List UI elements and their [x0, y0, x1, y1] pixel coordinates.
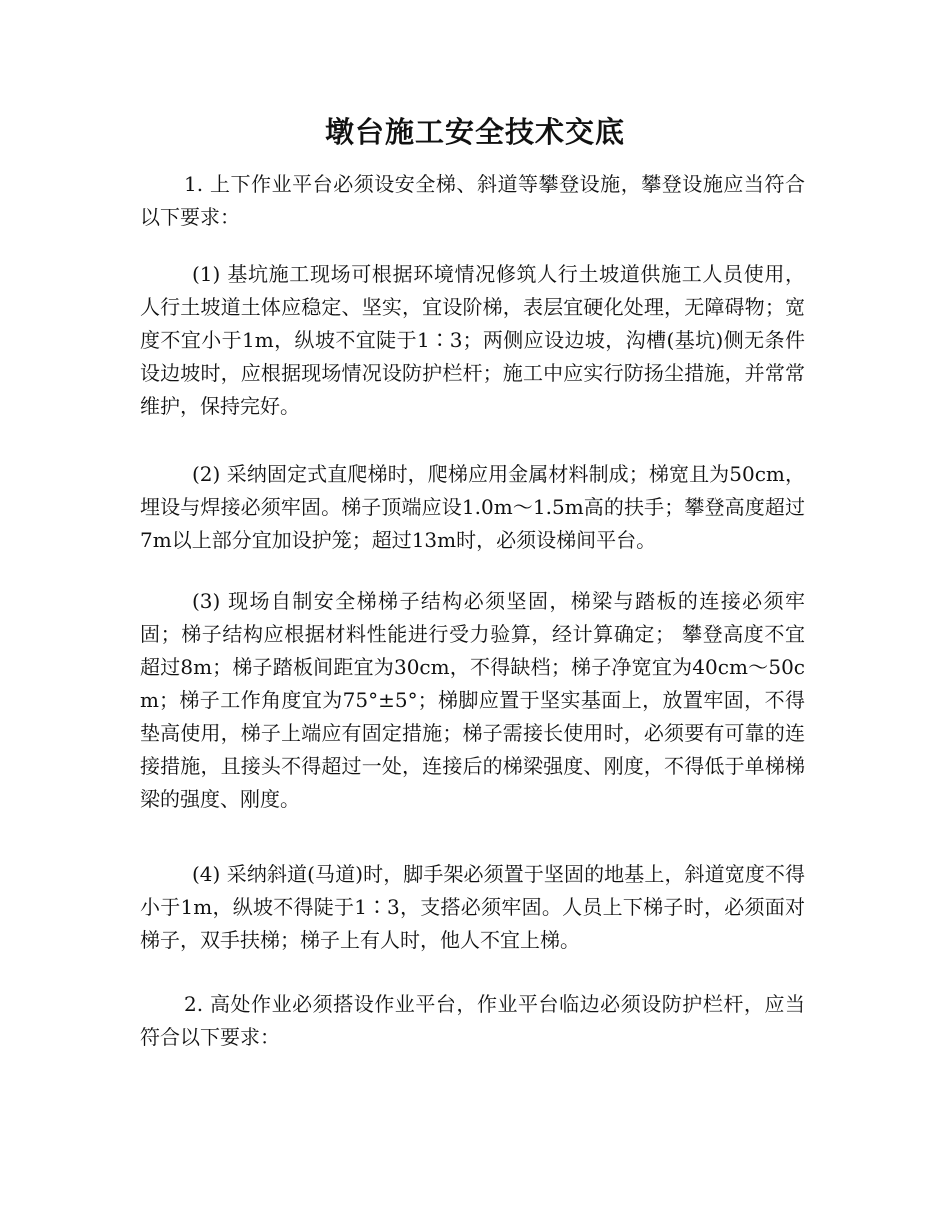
- paragraph-1-1: (1) 基坑施工现场可根据环境情况修筑人行土坡道供施工人员使用，人行土坡道土体应稳定、坚实，宜设阶梯，表层宜硬化处理，无障碍物；宽度不宜小于1m，纵坡不宜陡于1∶3；两侧应设边坡，沟槽(基坑)侧无条件设边坡时，应根据现场情况设防护栏杆；施工中应实行防扬尘措施，并常常维护，保持完好。: [140, 262, 805, 418]
- paragraph-2: 2. 高处作业必须搭设作业平台，作业平台临边必须设防护栏杆，应当符合以下要求：: [140, 992, 805, 1049]
- paragraph-1-3: (3) 现场自制安全梯梯子结构必须坚固，梯梁与踏板的连接必须牢固；梯子结构应根据材料性能进行受力验算，经计算确定； 攀登高度不宜超过8m；梯子踏板间距宜为30cm，不得缺档；梯子净宽宜为40cm～50cm；梯子工作角度宜为75°±5°；梯脚应置于坚实基面上，放置牢固，不得垫高使用，梯子上端应有固定措施；梯子需接长使用时，必须要有可靠的连接措施，且接头不得超过一处，连接后的梯梁强度、刚度，不得低于单梯梯梁的强度、刚度。: [140, 589, 805, 811]
- paragraph-1: 1. 上下作业平台必须设安全梯、斜道等攀登设施，攀登设施应当符合以下要求：: [140, 172, 805, 229]
- paragraph-1-4: (4) 采纳斜道(马道)时，脚手架必须置于坚固的地基上，斜道宽度不得小于1m，纵坡不得陡于1∶3，支搭必须牢固。人员上下梯子时，必须面对梯子，双手扶梯；梯子上有人时，他人不宜上梯。: [140, 862, 805, 952]
- paragraph-1-2: (2) 采纳固定式直爬梯时，爬梯应用金属材料制成；梯宽且为50cm，埋设与焊接必须牢固。梯子顶端应设1.0m～1.5m高的扶手；攀登高度超过7m以上部分宜加设护笼；超过13m时，必须设梯间平台。: [140, 462, 805, 552]
- document-title: 墩台施工安全技术交底: [324, 115, 625, 149]
